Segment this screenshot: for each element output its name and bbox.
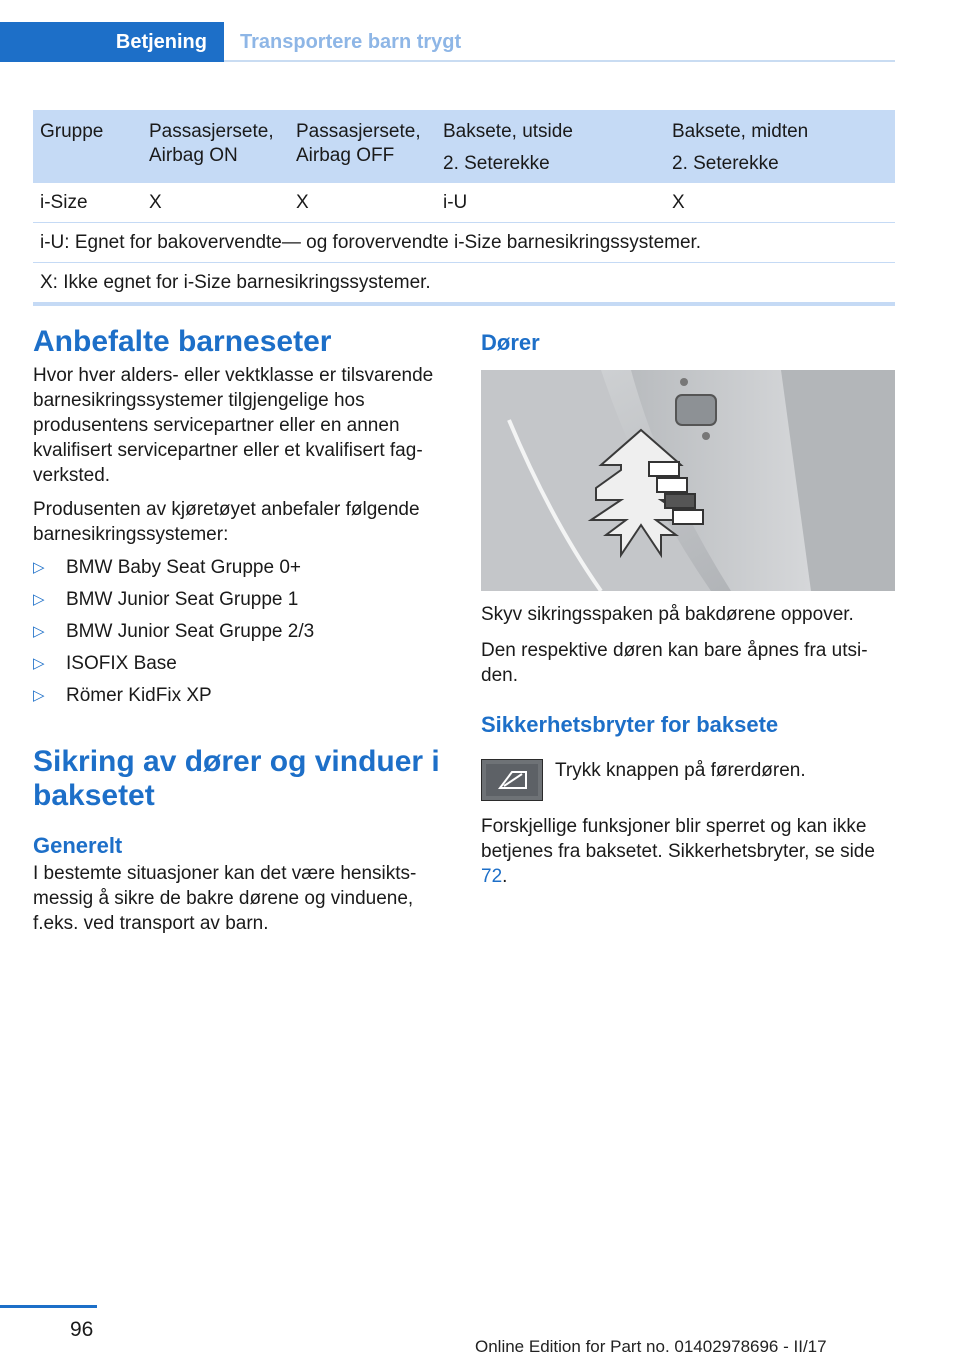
paragraph-container bbox=[481, 814, 895, 889]
door-lock-illustration bbox=[481, 370, 895, 591]
col-header-gruppe: Gruppe bbox=[40, 121, 104, 142]
section-tab-chapter: Transportere barn trygt bbox=[240, 30, 462, 53]
right-column-body bbox=[481, 602, 895, 738]
triangle-bullet-icon: ▷ bbox=[33, 559, 45, 576]
triangle-bullet-icon: ▷ bbox=[33, 623, 45, 640]
left-column bbox=[33, 325, 448, 936]
table-row bbox=[33, 183, 895, 223]
col-header-passenger-airbag-off: Passasjersete, Airbag OFF bbox=[296, 121, 421, 166]
col-header-passenger-airbag-on: Passasjersete, Airbag ON bbox=[149, 121, 274, 166]
list-item: ▷ BMW Baby Seat Gruppe 0+ bbox=[33, 557, 301, 578]
table-note: X: Ikke egnet for i-Size barnesikringssystemer. bbox=[40, 272, 431, 293]
seat-compatibility-table bbox=[33, 110, 895, 306]
paragraph: Hvor hver alders- eller vektklasse er tilsvarende barnesikringssystemer tilgjengelige hos produsentens servicepartner eller en annen kvalifisert servicepartner eller et kvalifisert fagverksted. bbox=[33, 365, 434, 486]
paragraph: Skyv sikringsspaken på bakdørene oppover. bbox=[481, 604, 854, 625]
list-item: ▷ BMW Junior Seat Gruppe 2/3 bbox=[33, 621, 315, 642]
list-item: ▷ Römer KidFix XP bbox=[33, 685, 212, 706]
page-header bbox=[0, 22, 895, 62]
subsection-heading: Generelt bbox=[33, 833, 123, 858]
section-tab-active: Betjening bbox=[0, 22, 224, 62]
col-header-rear-outer: Baksete, utside 2. Seterekke bbox=[443, 121, 573, 174]
table-cell: X bbox=[296, 192, 309, 213]
footer-rule bbox=[0, 1305, 97, 1308]
right-column bbox=[481, 330, 895, 356]
section-heading: Anbefalte barneseter bbox=[33, 325, 332, 358]
table-cell: i-Size bbox=[40, 192, 88, 213]
recommended-seats-list bbox=[33, 555, 448, 715]
list-item: ▷ ISOFIX Base bbox=[33, 653, 177, 674]
subsection-heading: Dører bbox=[481, 330, 540, 355]
table-cell: X bbox=[149, 192, 162, 213]
triangle-bullet-icon: ▷ bbox=[33, 655, 45, 672]
header-rule bbox=[224, 60, 895, 62]
paragraph: I bestemte situasjoner kan det være hensiktsmessig å sikre de bakre dørene og vinduene, f.eks. ved transport av barn. bbox=[33, 863, 417, 934]
paragraph: Forskjellige funksjoner blir sperret og kan ikke betjenes fra baksetet. Sikkerhetsbryter, se side 72. bbox=[481, 816, 875, 887]
paragraph: Produsenten av kjøretøyet anbefaler følgende barnesikringssystemer: bbox=[33, 499, 420, 545]
icon-caption: Trykk knappen på førerdøren. bbox=[555, 760, 806, 781]
page-number: 96 bbox=[70, 1318, 94, 1341]
table-cell: i-U bbox=[443, 192, 468, 213]
list-item: ▷ BMW Junior Seat Gruppe 1 bbox=[33, 589, 299, 610]
table-note-row bbox=[33, 223, 895, 263]
triangle-bullet-icon: ▷ bbox=[33, 591, 45, 608]
col-header-rear-middle: Baksete, midten 2. Seterekke bbox=[672, 121, 809, 174]
paragraph: Den respektive døren kan bare åpnes fra utsiden. bbox=[481, 640, 868, 686]
edition-text: Online Edition for Part no. 01402978696 - II/17 bbox=[475, 1337, 827, 1356]
subsection-heading: Sikkerhetsbryter for baksete bbox=[481, 712, 779, 737]
table-note-row bbox=[33, 263, 895, 306]
table-note: i-U: Egnet for bakovervendte— og forovervendte i-Size barnesikringssystemer. bbox=[40, 232, 702, 253]
page-reference-link[interactable]: 72 bbox=[481, 866, 503, 887]
table-header-row bbox=[33, 110, 895, 183]
section-heading: Sikring av dører og vinduer i baksetet bbox=[33, 745, 440, 812]
table-cell: X bbox=[672, 192, 685, 213]
triangle-bullet-icon: ▷ bbox=[33, 687, 45, 704]
child-safety-switch-icon bbox=[481, 759, 543, 801]
